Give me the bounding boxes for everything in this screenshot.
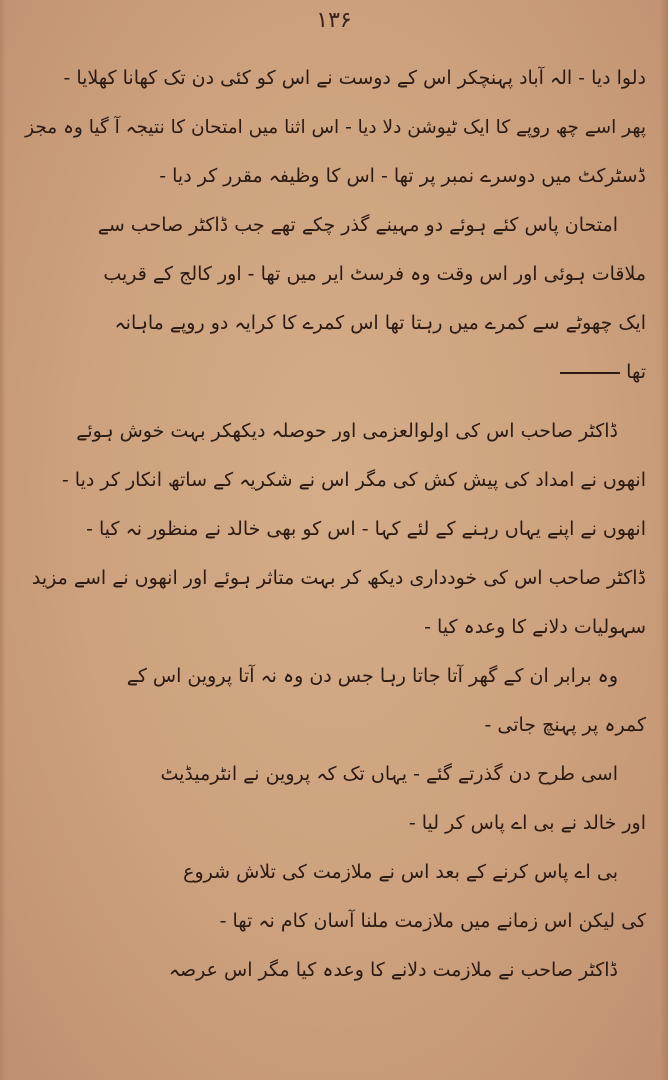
page-number: ۱۳۶ — [316, 8, 352, 33]
text-line: سہولیات دلانے کا وعدہ کیا - — [424, 616, 646, 638]
text-line-ending — [22, 348, 646, 397]
text-line: کمرہ پر پہنچ جاتی - — [484, 714, 646, 736]
page-left-shadow — [0, 0, 6, 1080]
text-line-final-word: تھا — [626, 361, 646, 383]
paragraph-gap — [22, 397, 646, 407]
text-line: ڈاکٹر صاحب اس کی اولوالعزمی اور حوصلہ دیکھکر بہت خوش ہوئے — [76, 420, 618, 442]
page-right-shadow — [660, 0, 668, 1080]
text-line: ڈاکٹر صاحب اس کی خودداری دیکھ کر بہت متاثر ہوئے اور انھوں نے اسے مزید — [31, 567, 646, 589]
text-line: ڈسٹرکٹ میں دوسرے نمبر پر تھا - اس کا وظیفہ مقرر کر دیا - — [159, 165, 646, 187]
text-line: وہ برابر ان کے گھر آتا جاتا رہا جس دن وہ نہ آتا پروین اس کے — [126, 665, 618, 687]
text-line: ملاقات ہوئی اور اس وقت وہ فرسٹ ایر میں تھا - اور کالج کے قریب — [103, 263, 646, 285]
text-line: اسی طرح دن گذرتے گئے - یہاں تک کہ پروین نے انٹرمیڈیٹ — [160, 763, 618, 785]
text-line: انھوں نے اپنے یہاں رہنے کے لئے کہا - اس کو بھی خالد نے منظور نہ کیا - — [86, 518, 646, 540]
text-line: پھر اسے چھ روپے کا ایک ٹیوشن دلا دیا - اس اثنا میں امتحان کا نتیجہ آ گیا وہ مجز — [25, 117, 646, 138]
paragraph-end-dash — [560, 372, 620, 374]
text-line: دلوا دیا - الہ آباد پہنچکر اس کے دوست نے اس کو کئی دن تک کھانا کھلایا - — [63, 67, 646, 89]
text-line: اور خالد نے بی اے پاس کر لیا - — [408, 812, 646, 834]
text-line: انھوں نے امداد کی پیش کش کی مگر اس نے شکریہ کے ساتھ انکار کر دیا - — [61, 469, 646, 491]
text-line: امتحان پاس کئے ہوئے دو مہینے گذر چکے تھے جب ڈاکٹر صاحب سے — [97, 214, 618, 236]
text-line: کی لیکن اس زمانے میں ملازمت ملنا آسان کام نہ تھا - — [219, 910, 646, 932]
text-line: ڈاکٹر صاحب نے ملازمت دلانے کا وعدہ کیا مگر اس عرصہ — [168, 959, 618, 981]
text-line: بی اے پاس کرنے کے بعد اس نے ملازمت کی تلاش شروع — [183, 861, 618, 883]
body-text — [22, 54, 646, 995]
text-line: ایک چھوٹے سے کمرے میں رہتا تھا اس کمرے کا کرایہ دو روپے ماہانہ — [114, 312, 646, 334]
